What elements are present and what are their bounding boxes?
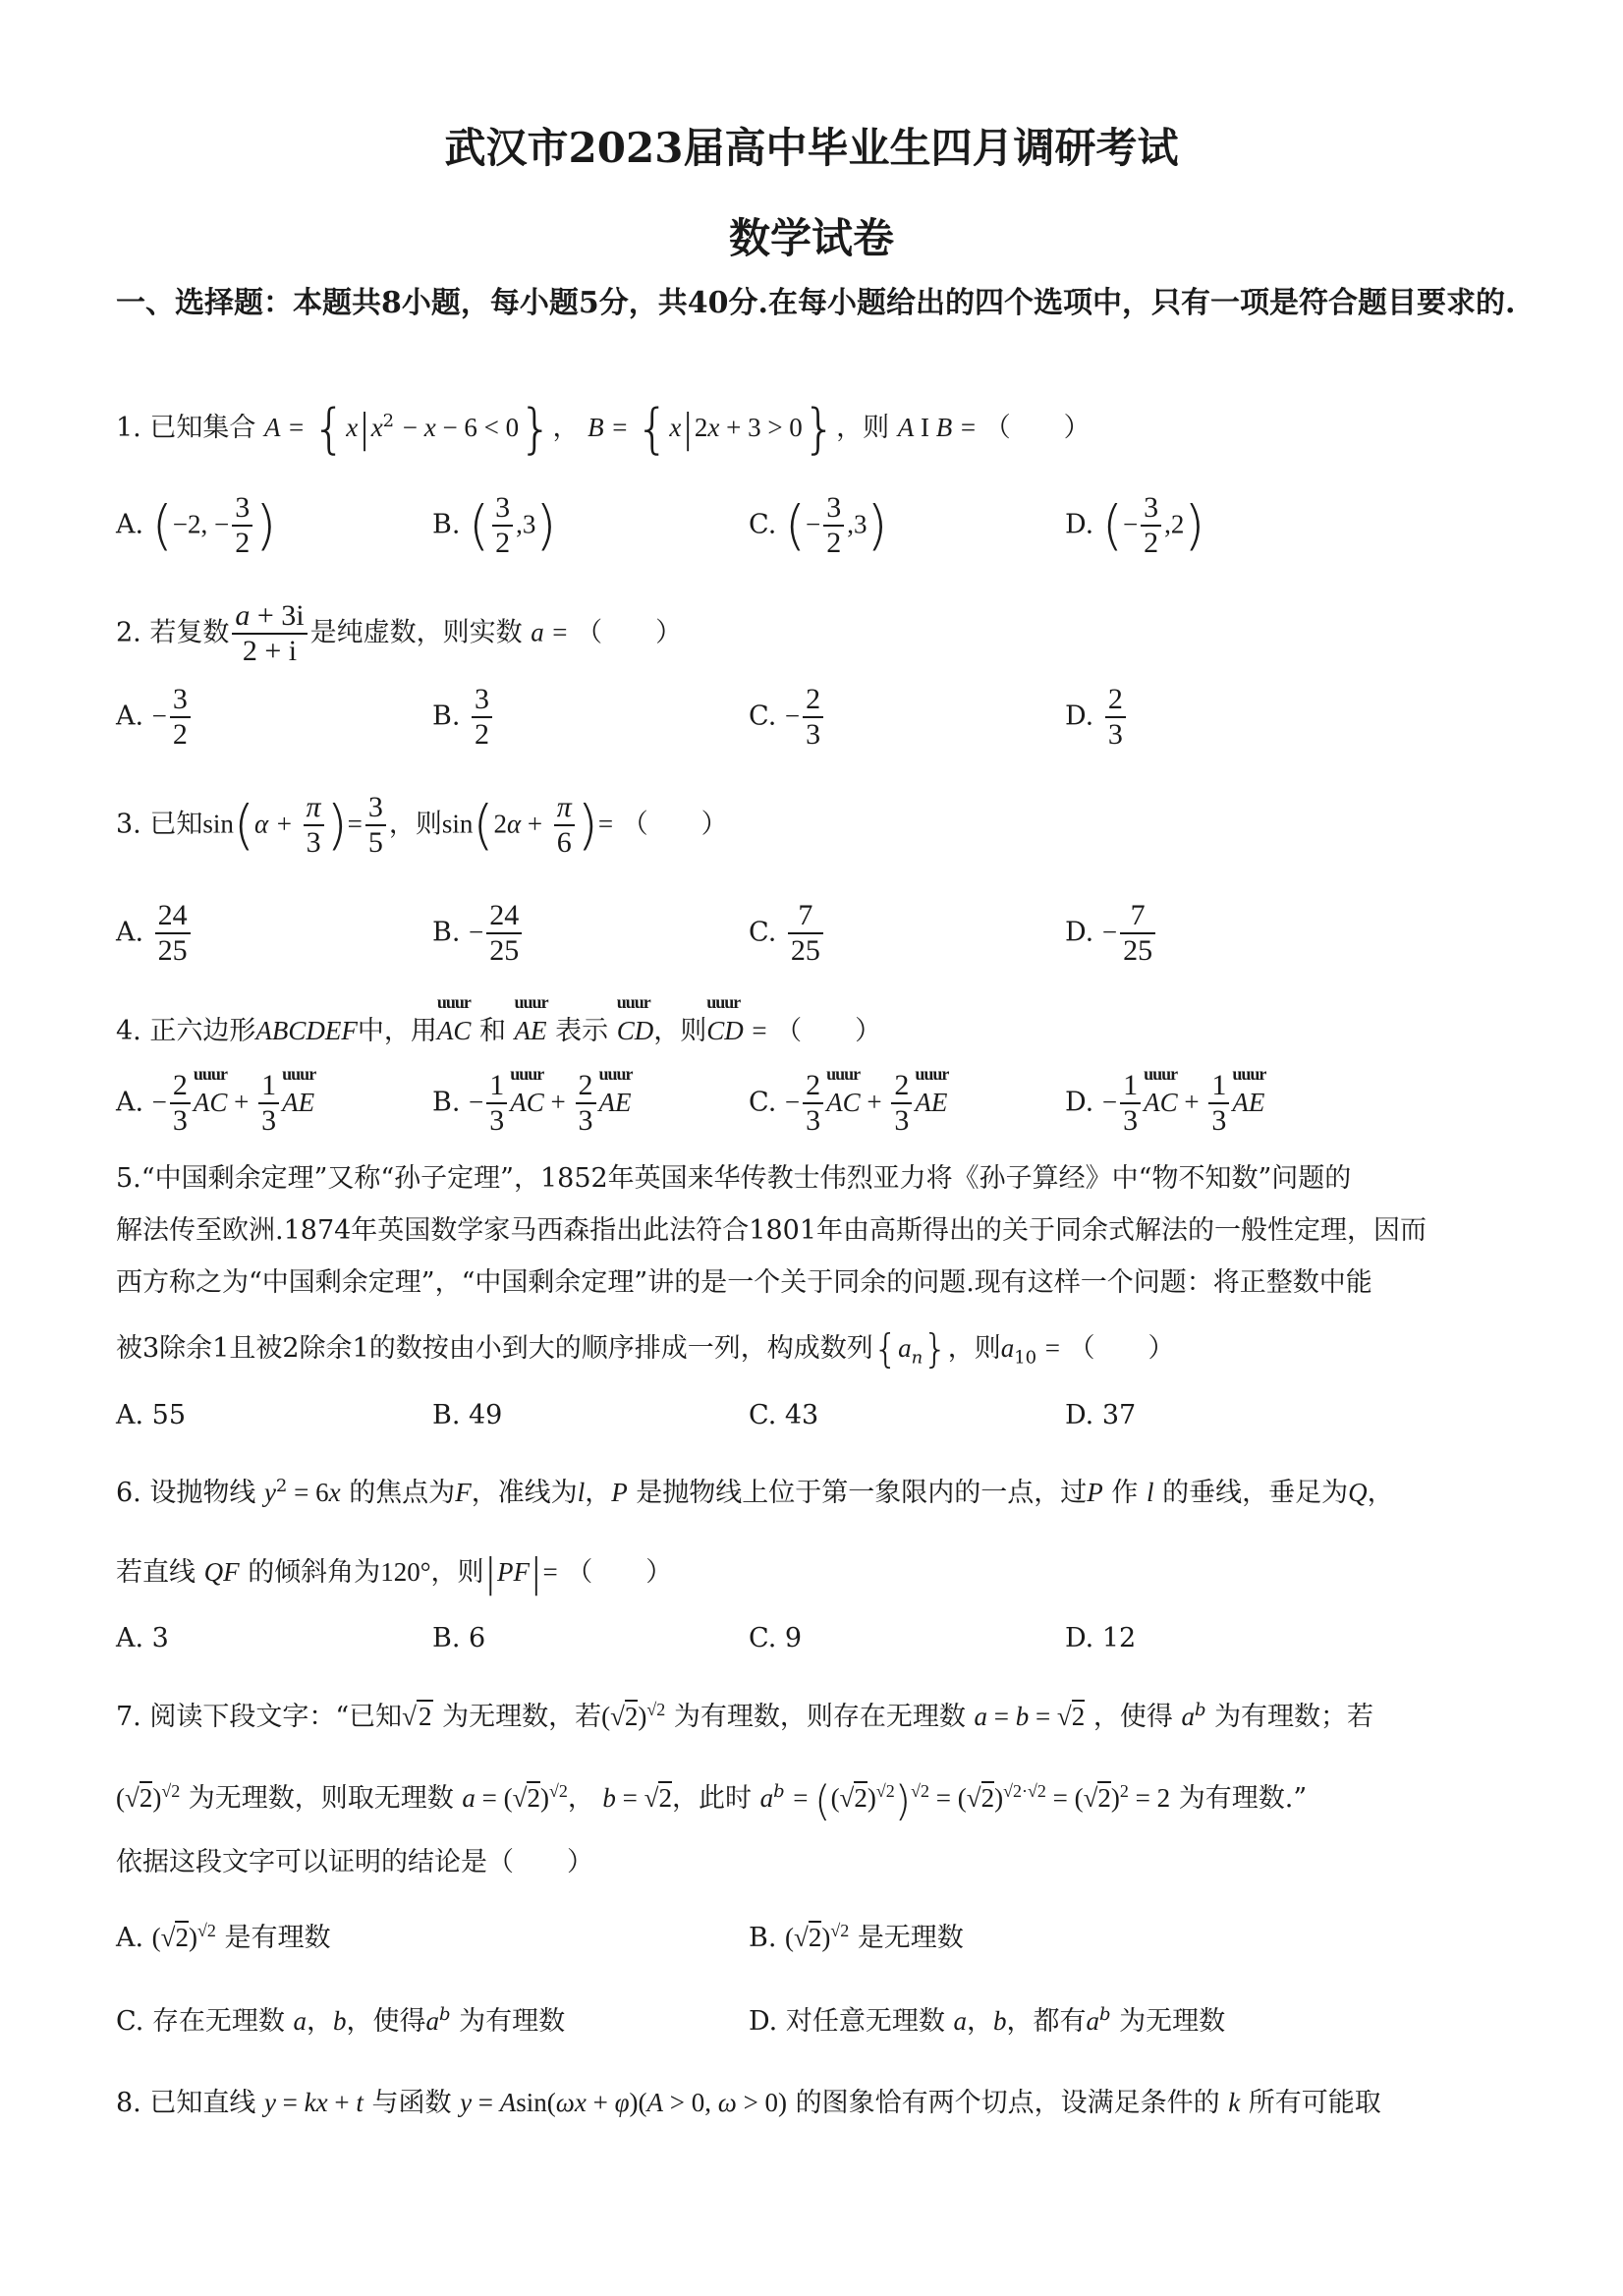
q6-option-d[interactable]: D. 12 [1065, 1623, 1137, 1653]
q3-option-a[interactable]: A. $\frac{24}{25}$ [116, 899, 194, 968]
q2-option-b[interactable]: B. $\frac{3}{2}$ [432, 683, 495, 752]
question-3: 3. 已知sin(α + $\frac{\pi}{3}$ )= $\frac{3}{5}$ ，则sin(2α + $\frac{\pi}{6}$ )= （ ） [116, 791, 728, 859]
page-title: 武汉市2023届高中毕业生四月调研考试 [444, 124, 1179, 172]
q1-option-c[interactable]: C. (− $\frac{3}{2}$ ,3) [749, 491, 888, 559]
q6-option-c[interactable]: C. 9 [749, 1623, 803, 1653]
q5-option-d[interactable]: D. 37 [1065, 1400, 1137, 1430]
q5-option-b[interactable]: B. 49 [432, 1400, 503, 1430]
q2-option-c[interactable]: C. − $\frac{2}{3}$ [749, 683, 826, 752]
q1-option-d[interactable]: D. (− $\frac{3}{2}$ ,2) [1065, 491, 1205, 559]
page-subtitle: 数学试卷 [728, 214, 894, 262]
q5-option-c[interactable]: C. 43 [749, 1400, 819, 1430]
q3-option-b[interactable]: B. − $\frac{24}{25}$ [432, 899, 525, 968]
q7-option-c[interactable]: C. 存在无理数 a，b，使得$a^b$ 为有理数 [116, 2004, 566, 2037]
q5-option-a[interactable]: A. 55 [116, 1400, 187, 1430]
question-1: 1. 已知集合 $A = \{x|x^2 - x - 6 < 0\}$， B = {x|2x + 3 > 0}，则 A I B = （ ） [116, 398, 1091, 460]
question-7-line-3: 依据这段文字可以证明的结论是（ ） [116, 1847, 593, 1877]
q4-option-b[interactable]: B. − $\frac{1}{3}$ uuur AC + $\frac{2}{3}$ uuur AE [432, 1069, 632, 1138]
question-8-line-1: 8. 已知直线 y = kx + t 与函数 y = Asin(ωx + φ)(A > 0, ω > 0) 的图象恰有两个切点，设满足条件的 k 所有可能取 [116, 2088, 1381, 2118]
q1-text: 1. 已知集合 [116, 413, 256, 443]
q4-option-d[interactable]: D. − $\frac{1}{3}$ uuur AC + $\frac{1}{3}$ uuur AE [1065, 1069, 1264, 1138]
question-6-line-1: 6. 设抛物线 $y^2 = 6x$ 的焦点为F，准线为l，P 是抛物线上位于第一象限内的一点，过P 作 l 的垂线，垂足为Q， [116, 1476, 1394, 1508]
question-7-line-2: $(√2)^{√2}$ 为无理数，则取无理数 $a = (√2)^{√2}$， b = √2，此时 $a^b = ((√2)^{√2})^{√2} = (√2)^{√2\cdot√2} = (√2)^2 = 2$ 为有理数.” [116, 1776, 1308, 1825]
q6-option-a[interactable]: A. 3 [116, 1623, 169, 1653]
q4-option-c[interactable]: C. − $\frac{2}{3}$ uuur AC + $\frac{2}{3}$ uuur AE [749, 1069, 947, 1138]
q1-option-b[interactable]: B. ( $\frac{3}{2}$ ,3) [432, 491, 557, 559]
question-5-line-1: 5.“中国剩余定理”又称“孙子定理”，1852年英国来华传教士伟烈亚力将《孙子算经》中“物不知数”问题的 [116, 1163, 1352, 1194]
q6-option-b[interactable]: B. 6 [432, 1623, 486, 1653]
q4-option-a[interactable]: A. − $\frac{2}{3}$ uuur AC + $\frac{1}{3}$ uuur AE [116, 1069, 314, 1138]
question-5-line-3: 西方称之为“中国剩余定理”，“中国剩余定理”讲的是一个关于同余的问题.现有这样一个问题：将正整数中能 [116, 1267, 1372, 1298]
q7-option-a[interactable]: A. $(√2)^{√2}$ 是有理数 [116, 1921, 331, 1953]
q3-option-c[interactable]: C. $\frac{7}{25}$ [749, 899, 826, 968]
q1-option-a[interactable]: A. (−2, − $\frac{3}{2}$ ) [116, 491, 277, 559]
question-4: 4. 正六边形ABCDEF中，用uuur AC 和 uuur AE 表示 uuur CD，则uuur CD = （ ） [116, 1009, 1531, 1047]
q3-option-d[interactable]: D. − $\frac{7}{25}$ [1065, 899, 1158, 968]
q7-option-b[interactable]: B. $(√2)^{√2}$ 是无理数 [749, 1921, 964, 1953]
q2-option-d[interactable]: D. $\frac{2}{3}$ [1065, 683, 1129, 752]
section-heading: 一、选择题：本题共8小题，每小题5分，共40分.在每小题给出的四个选项中，只有一项是符合题目要求的. [116, 286, 1516, 320]
question-7-line-1: 7. 阅读下段文字：“已知√2 为无理数，若$(√2)^{√2}$ 为有理数，则存在无理数 a = b = √2 ，使得 $a^b$ 为有理数；若 [116, 1700, 1374, 1732]
question-5-line-2: 解法传至欧洲.1874年英国数学家马西森指出此法符合1801年由高斯得出的关于同余式解法的一般性定理，因而 [116, 1215, 1427, 1246]
question-5-line-4: 被3除余1且被2除余1的数按由小到大的顺序排成一列，构成数列$\{a_n\}$，则$a_{10}$ = （ ） [116, 1326, 1175, 1372]
q2-option-a[interactable]: A. − $\frac{3}{2}$ [116, 683, 194, 752]
question-6-line-2: 若直线 QF 的倾斜角为120°，则|PF|= （ ） [116, 1550, 673, 1596]
question-2: 2. 若复数 $\frac{a + 3i}{2 + i}$ 是纯虚数，则实数 a = （ ） [116, 599, 683, 667]
q7-option-d[interactable]: D. 对任意无理数 a，b，都有$a^b$ 为无理数 [749, 2004, 1226, 2037]
